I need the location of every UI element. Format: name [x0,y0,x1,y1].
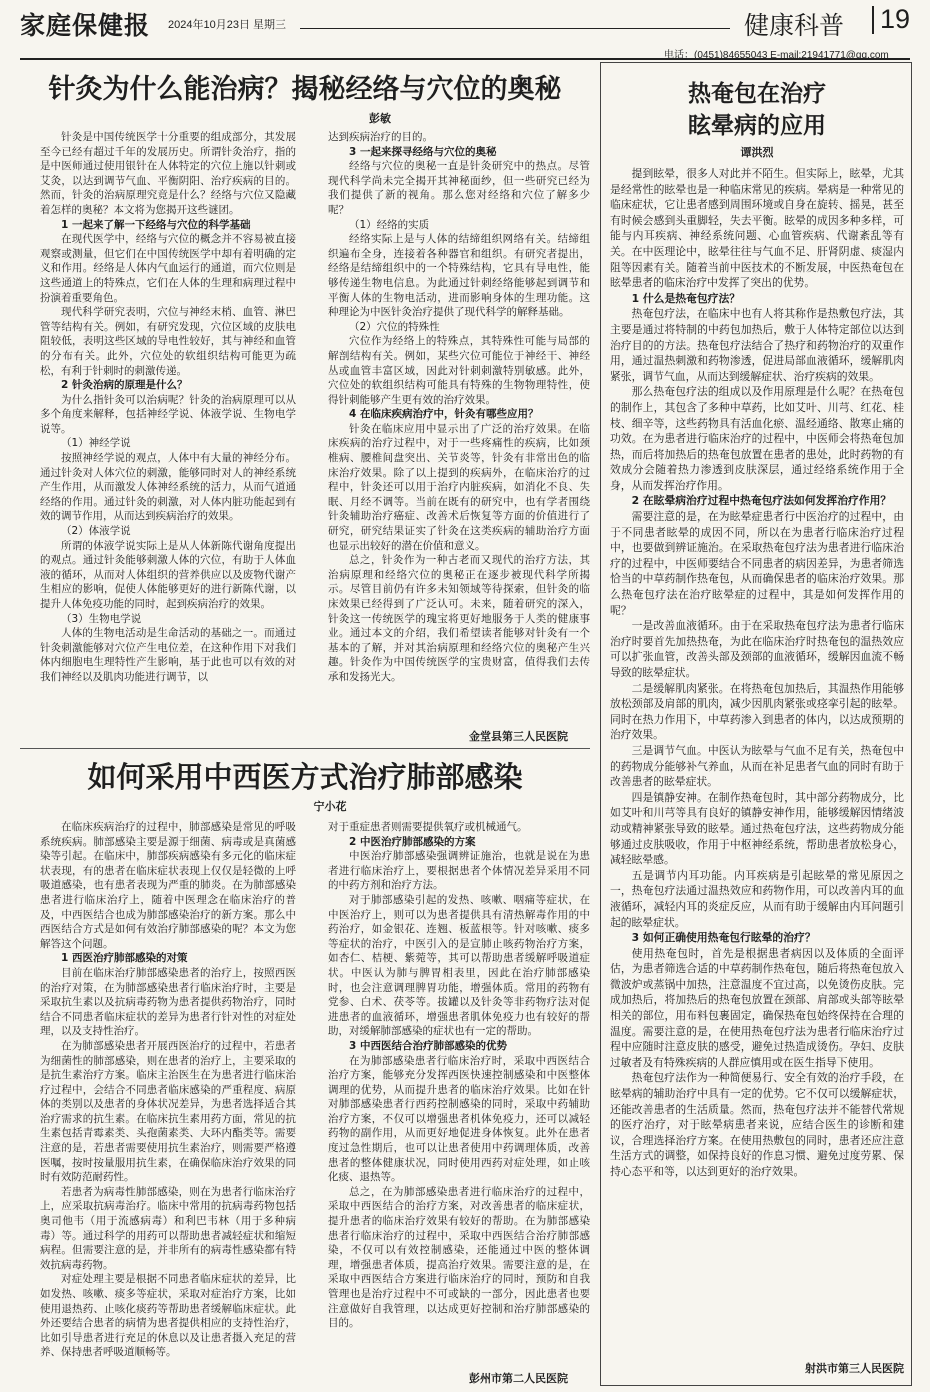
section-heading: 4 在临床疾病治疗中，针灸有哪些应用？ [349,408,539,421]
paragraph: 目前在临床治疗肺部感染患者的治疗上，按照西医的治疗对策，在为肺部感染患者行临床治疗时，主要是采取抗生素以及抗病毒药物为患者提供药物治疗，同时结合不同患者临床症状的差异为患者行针对性的对症处理，以及支持性治疗。 [40,966,296,1038]
article-acupuncture [20,66,590,746]
section-heading: 2 针灸治病的原理是什么？ [61,379,188,392]
paragraph: 达到疾病治疗的目的。 [328,131,433,143]
paragraph: 若患者为病毒性肺部感染，则在为患者行临床治疗上，应采取抗病毒治疗。临床中常用的抗病毒药物包括奥司他韦（用于流感病毒）和利巴韦林（用于多种病毒）等。通过科学的用药可以帮助患者减轻症状和缩短病程。但需要注意的是，并非所有的病毒性感染都有特效抗病毒药物。 [40,1185,296,1271]
contact-info: 电话：(0451)84655043 E-mail:21941771@qq.com [664,50,889,61]
paragraph: 对于重症患者则需要提供氧疗或机械通气。 [328,821,528,833]
masthead [0,0,930,46]
paragraph: 经络实际上是与人体的结缔组织网络有关。结缔组织遍布全身，连接着各种器官和组织。有研究者提出，经络是结缔组织中的一个特殊结构，它具有导电性，能够传递生物电信息。为此通过针刺经络能够起到调节和平衡人体的生物电活动，进而影响身体的生理功能。这种理论为中医针灸治疗提供了现代科学的解释基础。 [328,233,590,319]
page-number: 19 [880,4,911,34]
article-column-2 [328,820,590,1370]
section-heading: 1 西医治疗肺部感染的对策 [61,952,188,965]
section-heading: 3 一起来探寻经络与穴位的奥秘 [349,145,497,158]
article-author: 谭洪烈 [740,146,774,159]
top-rule [20,58,910,60]
header-rule [300,28,730,29]
article-divider [20,748,590,749]
paragraph: 为什么指针灸可以治病呢？针灸的治病原理可以从多个角度来解释，包括神经学说、体液学说、生物电学说等。 [40,393,296,435]
article-title: 如何采用中西医方式治疗肺部感染 [87,760,523,794]
paragraph: 中医治疗肺部感染强调辨证施治，也就是说在为患者进行临床治疗上，要根据患者个体情况差异采用不同的中药方剂和治疗方法。 [328,850,590,892]
article-hot-compress [610,70,904,1376]
section-heading: 2 在眩晕病治疗过程中热奄包疗法如何发挥治疗作用？ [631,494,892,508]
issue-date: 2024年10月23日 星期三 [168,19,286,31]
article-author: 宁小花 [313,800,347,813]
paragraph: 总之，针灸作为一种古老而又现代的治疗方法，其治病原理和经络穴位的奥秘正在逐步被现代科学所揭示。尽管目前仍有许多未知领域等待探索，但针灸的临床效果已经得到了广泛认可。未来，随着研究的深入，针灸这一传统医学的瑰宝将更好地服务于人类的健康事业。通过本文的介绍，我们希望读者能够对针灸有一个基本的了解，并对其治病原理和经络穴位的奥秘产生兴趣。针灸作为中国传统医学的宝贵财富，值得我们去传承和发扬光大。 [328,554,590,683]
section-name: 健康科普 [744,11,845,40]
paragraph: 那么热奄包疗法的组成以及作用原理是什么呢？在热奄包的制作上，其包含了多种中草药，比如艾叶、川芎、红花、桂枝、细辛等，这些药物具有活血化瘀、温经通络、散寒止痛的功效。在为患者进行临床治疗的过程中，中医师会将热奄包加热，而后将加热后的热奄包放置在患者的患处，此时药物的有效成分会随着热力渗透到皮肤深层，通过经络系统作用于全身，从而发挥治疗作用。 [610,385,904,492]
paragraph: 对于肺部感染引起的发热、咳嗽、咽痛等症状，在中医治疗上，则可以为患者提供具有清热解毒作用的中药治疗，如金银花、连翘、板蓝根等。针对咳嗽、痰多等症状的治疗，中医引入的是宣肺止咳药物治疗方案，如杏仁、桔梗、紫菀等，其可以帮助患者缓解呼吸道症状。中医认为肺与脾胃相表里，因此在治疗肺部感染时，也会注意调理脾胃功能，增强体质。常用的药物有党参、白术、茯苓等。拔罐以及针灸等非药物疗法对促进患者的血液循环，增强患者肌体免疫力也有较好的帮助，对缓解肺部感染的症状也有一定的帮助。 [328,893,590,1038]
article-column-1 [20,130,296,728]
section-heading: 1 什么是热奄包疗法？ [631,291,741,305]
section-heading: 3 如何正确使用热奄包行眩晕的治疗？ [631,931,816,945]
paragraph: 在现代医学中，经络与穴位的概念并不容易被直接观察或测量，但它们在中国传统医学中却有着明确的定义和作用。经络是人体内气血运行的通道，而穴位则是这些通道上的特殊点，它们在人体的生理和病理过程中扮演着重要角色。 [40,233,296,304]
paragraph: 需要注意的是，在为眩晕症患者行中医治疗的过程中，由于不同患者眩晕的成因不同，所以在为患者行临床治疗过程中，也要做到辨证施治。在采取热奄包疗法为患者进行临床治疗的过程中，中医师要结合不同患者的病因差异，为患者筛选恰当的中草药制作热奄包，从而确保患者的临床治疗效果。那么热奄包疗法在治疗眩晕症的过程中，其是如何发挥作用的呢？ [610,510,904,617]
paragraph: 总之，在为肺部感染患者进行临床治疗的过程中，采取中西医结合的治疗方案，对改善患者的临床症状，提升患者的临床治疗效果有较好的帮助。在为肺部感染患者行临床治疗的过程中，采取中西医结合治疗肺部感染，不仅可以有效控制感染，还能通过中医的整体调理，增强患者体质，提高治疗效果。需要注意的是，在采取中西医结合方案进行临床治疗的同时，预防和自我管理也是治疗过程中不可或缺的一部分，因此患者也要注意做好自我管理，以达成更好控制和治疗肺部感染的目的。 [328,1185,590,1330]
paragraph: 在为肺部感染患者开展西医治疗的过程中，若患者为细菌性的肺部感染，则在患者的治疗上，主要采取的是抗生素治疗方案。临床主治医生在为患者进行临床治疗过程中，会结合不同患者临床感染的严重程度、病原体的类别以及患者的身体状况差异，为患者选择适合其治疗需求的抗生素。在临床抗生素用药方面，常见的抗生素包括青霉素类、头孢菌素类、大环内酯类等。需要注意的是，若患者需要使用抗生素治疗，则需要严格遵医嘱，按时按量服用抗生素，在确保临床治疗效果的同时有效防范耐药性。 [40,1039,296,1184]
article-column-2 [328,130,590,728]
article-source: 射洪市第三人民医院 [805,1362,904,1375]
article-source: 金堂县第三人民医院 [469,730,568,743]
page-number-separator [872,6,874,34]
paragraph: 提到眩晕，很多人对此并不陌生。但实际上，眩晕，尤其是经常性的眩晕也是一种临床常见的疾病。晕病是一种常见的临床症状，它让患者感到周围环境或自身在旋转、摇晃，甚至有时候会感到头重脚轻，失去平衡。眩晕的成因多种多样，可能与内耳疾病、神经系统问题、心血管疾病、代谢紊乱等有关。在中医理论中，眩晕往往与气血不足、肝肾阴虚、痰湿内阻等因素有关。随着当前中医技术的不断发展，中医热奄包在眩晕患者的临床治疗中发挥了突出的优势。 [610,167,904,290]
paragraph: 对症处理主要是根据不同患者临床症状的差异，比如发热、咳嗽、痰多等症状，采取对症治疗方案，比如使用退热药、止咳化痰药等帮助患者缓解临床症状。此外还要结合患者的病情为患者提供相应的支持性治疗，比如引导患者进行充足的休息以及让患者摄入充足的营养、保持患者呼吸道顺畅等。 [40,1273,296,1359]
paragraph: 五是调节内耳功能。内耳疾病是引起眩晕的常见原因之一，热奄包疗法通过温热效应和药物作用，可以改善内耳的血液循环，减轻内耳的炎症反应，从而有助于缓解由内耳问题引起的眩晕症状。 [610,868,904,929]
section-heading: 3 中西医结合治疗肺部感染的优势 [349,1039,507,1052]
newspaper-name: 家庭保健报 [20,11,151,40]
subsection-heading: （1）神经学说 [61,437,131,450]
paragraph: 二是缓解肌肉紧张。在将热奄包加热后，其温热作用能够放松颈部及肩部的肌肉，减少因肌肉紧张或痉挛引起的眩晕。同时在热力作用下，中草药渗入到患者的体内，以达成预期的治疗效果。 [610,681,904,742]
subsection-heading: （2）穴位的特殊性 [349,320,440,333]
paragraph: 现代科学研究表明，穴位与神经末梢、血管、淋巴管等结构有关。例如，有研究发现，穴位区域的皮肤电阻较低，表明这些区域的导电性较好，其与神经和血管的分布有关。此外，穴位处的软组织结构可能更为疏松，有利于针刺时的刺激传递。 [40,306,296,377]
paragraph: 在临床疾病治疗的过程中，肺部感染是常见的呼吸系统疾病。肺部感染主要是源于细菌、病毒或是真菌感染等引起。在临床中，肺部疾病感染有多元化的临床症状表现，有的患者在临床症状表现上仅仅是轻微的上呼吸道感染，也有患者表现为严重的肺炎。在为肺部感染患者进行临床治疗上，随着中医理念在临床治疗的普及，中西医结合也成为肺部感染治疗的新方案。那么中西医结合方式是如何有效治疗肺部感染的呢？本文为您解答这个问题。 [40,821,296,950]
paragraph: 四是镇静安神。在制作热奄包时，其中部分药物成分，比如艾叶和川芎等具有良好的镇静安神作用，能够缓解因情绪波动或精神紧张导致的眩晕。通过热奄包疗法，这些药物成分能够通过皮肤吸收，作用于中枢神经系统，帮助患者放松身心，减轻眩晕感。 [610,790,904,867]
section-heading: 1 一起来了解一下经络与穴位的科学基础 [61,218,251,231]
paragraph: 三是调节气血。中医认为眩晕与气血不足有关，热奄包中的药物成分能够补气养血，从而在补足患者气血的同时有助于改善患者的眩晕症状。 [610,743,904,789]
paragraph: 按照神经学说的观点，人体中有大量的神经分布。通过针灸对人体穴位的刺激，能够同时对人的神经系统产生作用，从而激发人体神经系统的活力，从而气道通经络的作用。通过针灸的刺激，对人体内脏功能起到有效的调节作用，从而达到疾病治疗的效果。 [40,452,296,523]
article-column-1 [20,820,296,1370]
paragraph: 针灸在临床应用中显示出了广泛的治疗效果。在临床疾病的治疗过程中，对于一些疼痛性的疾病，比如颈椎病、腰椎间盘突出、关节炎等，针灸有非常出色的临床治疗效果。除了以上提到的疾病外，在临床治疗的过程中，针灸还可以用于治疗内脏疾病，如消化不良、失眠、月经不调等。当前在既有的研究中，也有学者围绕针灸辅助治疗癌症、改善术后恢复等方面的价值进行了研究，研究结果证实了针灸在这类疾病的辅助治疗方面也显示出较好的潜在价值和意义。 [328,422,590,552]
paragraph: 在为肺部感染患者行临床治疗时，采取中西医结合治疗方案，能够充分发挥西医快速控制感染和中医整体调理的优势，从而提升患者的临床治疗效果。比如在针对肺部感染患者行西药控制感染的同时，采取中药辅助治疗方案，不仅可以增强患者机体免疫力，还可以减轻药物的副作用，从而更好地促进身体恢复。此外在患者度过急性期后，也可以让患者使用中药调理体质，改善患者的整体健康状况，同时使用西药对症处理，如止咳化痰、退热等。 [328,1054,590,1184]
section-heading: 2 中医治疗肺部感染的方案 [349,835,476,848]
paragraph: 人体的生物电活动是生命活动的基础之一。而通过针灸刺激能够对穴位产生电位差，在这种作用下对我们体内细胞电生理特性产生影响，基于此也可以有效的对我们神经以及肌肉功能进行调节，以 [40,627,296,683]
paragraph: 经络与穴位的奥秘一直是针灸研究中的热点。尽管现代科学尚未完全揭开其神秘面纱，但一些研究已经为我们提供了新的视角。那么您对经络和穴位了解多少呢？ [328,160,590,216]
article-source: 彭州市第二人民医院 [469,1372,568,1385]
paragraph: 一是改善血液循环。由于在采取热奄包疗法为患者行临床治疗时要首先加热热奄，为此在临床治疗时热奄包的温热效应可以扩张血管，改善头部及颈部的血液循环，缓解因血流不畅导致的眩晕症状。 [610,619,904,679]
article-body [610,166,904,1360]
article-lung-infection [20,752,590,1386]
article-title-line-1: 热奄包在治疗 [688,80,826,107]
paragraph: 针灸是中国传统医学十分重要的组成部分，其发展至今已经有超过千年的发展历史。所谓针灸治疗，指的是中医师通过使用银针在人体特定的穴位上施以针刺或艾灸，以达到调节气血、平衡阴阳、治疗疾病的目的。然而，针灸的治病原理究竟是什么？经络与穴位又隐藏着怎样的奥秘？本文将为您揭开这些谜团。 [40,131,296,216]
subsection-heading: （1）经络的实质 [349,218,430,231]
paragraph: 所谓的体液学说实际上是从人体新陈代谢角度提出的观点。通过针灸能够刺激人体的穴位，有助于人体血液的循环，从而对人体组织的营养供应以及废物代谢产生相应的影响，促使人体能够更好的进行新陈代谢，以提升人体免疫功能的同时，起到疾病治疗的效果。 [40,539,296,610]
subsection-heading: （2）体液学说 [61,525,131,538]
paragraph: 热奄包疗法作为一种简便易行、安全有效的治疗手段，在眩晕病的辅助治疗中具有一定的优势。它不仅可以缓解症状，还能改善患者的生活质量。然而，热奄包疗法并不能替代常规的医疗治疗，对于眩晕病患者来说，应结合医生的诊断和建议，合理选择治疗方案。在使用热敷包的同时，患者还应注意生活方式的调整，如保持良好的作息习惯、避免过度劳累、保持心态平和等，以达到更好的治疗效果。 [610,1071,904,1178]
article-title: 针灸为什么能治病？揭秘经络与穴位的奥秘 [48,74,562,105]
paragraph: 热奄包疗法，在临床中也有人将其称作是热敷包疗法，其主要是通过将特制的中药包加热后，敷于人体特定部位以达到治疗目的的方法。热奄包疗法结合了热疗和药物治疗的双重作用，通过温热刺激和药物渗透，促进局部血液循环，缓解肌肉紧张，调节气血，从而达到缓解症状、治疗疾病的效果。 [610,307,904,383]
article-title-line-2: 眩晕病的应用 [688,112,826,139]
paragraph: 使用热奄包时，首先是根据患者病因以及体质的全面评估，为患者筛选合适的中草药制作热奄包，随后将热奄包放入微波炉或蒸锅中加热，注意温度不宜过高，以免烫伤皮肤。完成加热后，将加热后的热奄包放置在颈部、肩部或头部等眩晕相关的部位，用布料包裹固定，确保热奄包始终保持在合理的温度。需要注意的是，在使用热奄包疗法为患者行临床治疗过程中应随时注意皮肤的感受，避免过热造成烫伤。孕妇、皮肤过敏者及有特殊疾病的人群应慎用或在医生指导下使用。 [610,946,904,1069]
subsection-heading: （3）生物电学说 [61,612,142,625]
article-author: 彭敏 [369,112,391,125]
paragraph: 穴位作为经络上的特殊点，其特殊性可能与局部的解剖结构有关。例如，某些穴位可能位于神经干、神经丛或血管丰富区域，因此对针刺刺激特别敏感。此外，穴位处的软组织结构可能具有特殊的生物物理特性，使得针刺能够产生更有效的治疗效果。 [328,335,590,406]
